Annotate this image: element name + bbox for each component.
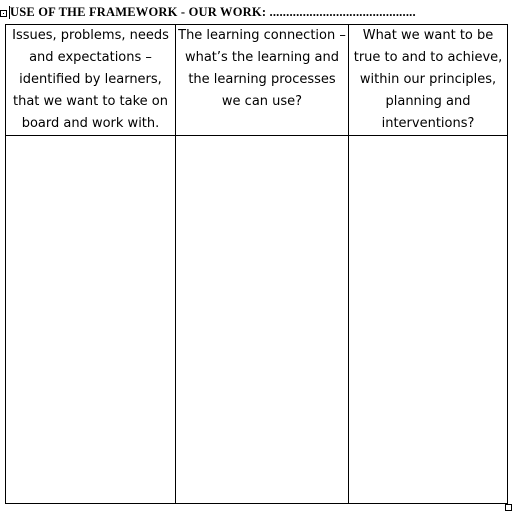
header-cell-issues[interactable] [6,25,176,136]
header-cell-learning-connection[interactable] [176,25,349,136]
document-heading: USE OF THE FRAMEWORK - OUR WORK: ............................................ [10,5,416,19]
header-cell-goals[interactable] [349,25,508,136]
framework-table [5,24,508,504]
body-cell-learning-connection[interactable] [176,136,349,504]
table-resize-handle[interactable] [505,504,512,511]
table-move-handle[interactable] [0,10,7,17]
header-text-issues: Issues, problems, needs and expectations – identified by learners, that we want to take on board and work with. [12,28,169,131]
header-text-goals: What we want to be true to and to achieve, within our principles, planning and interventions? [353,28,503,131]
body-cell-issues[interactable] [6,136,176,504]
header-text-learning-connection: The learning connection – what’s the learning and the learning processes we can use? [178,28,346,109]
body-cell-goals[interactable] [349,136,508,504]
table-header-row [6,25,508,136]
table-body-row [6,136,508,504]
